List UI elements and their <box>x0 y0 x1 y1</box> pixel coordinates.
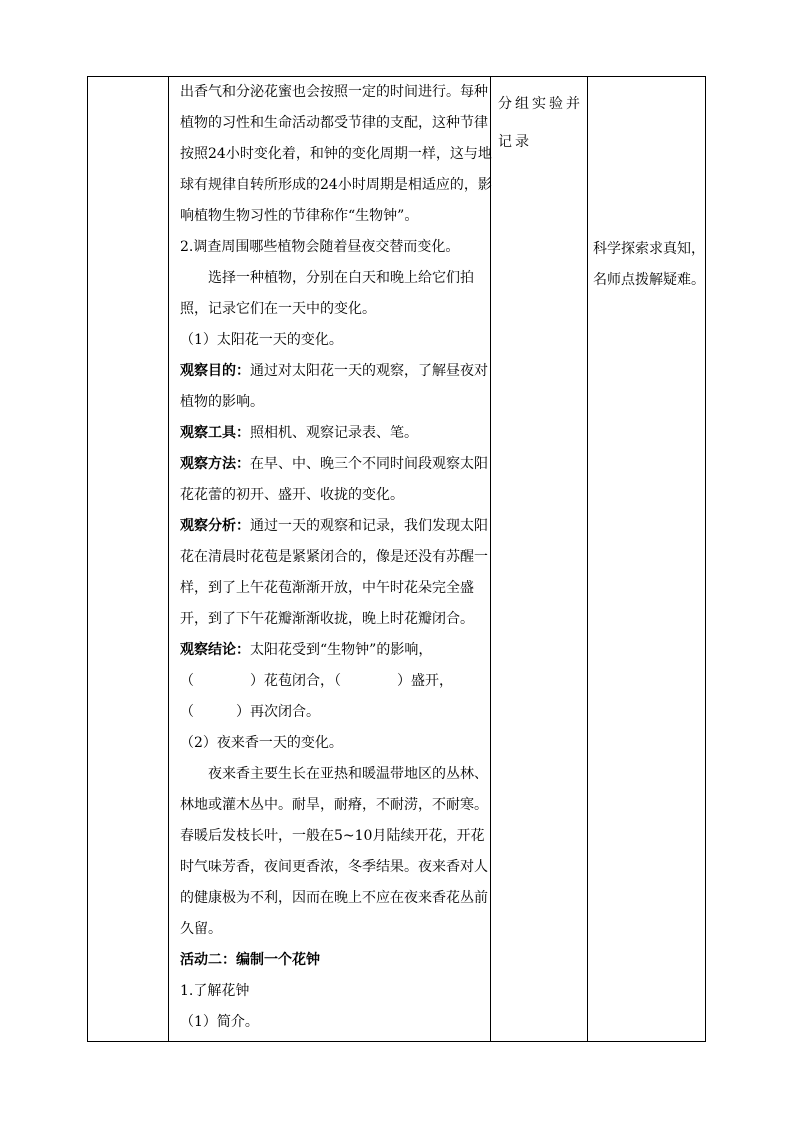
observation-purpose <box>180 356 498 418</box>
column-divider-1 <box>168 77 169 1041</box>
paragraph-biological-clock: 出香气和分泌花蜜也会按照一定的时间进行。每种植物的习性和生命活动都受节律的支配，这种节律按照24小时变化着，和钟的变化周期一样，这与地球有规律自转所形成的24小时周期是相适应的，影响植物生物习性的节律称作“生物钟”。 <box>180 84 492 224</box>
subheading-introduction: （1）简介。 <box>180 1014 259 1030</box>
column-divider-3 <box>587 77 588 1041</box>
method-text: 在早、中、晚三个不同时间段观察太阳花花蕾的初开、盛开、收拢的变化。 <box>180 456 488 503</box>
subheading-night-jasmine: （2）夜来香一天的变化。 <box>180 735 343 751</box>
item-1-flower-clock: 1.了解花钟 <box>180 983 250 999</box>
analysis-text: 通过一天的观察和记录，我们发现太阳花在清晨时花苞是紧紧闭合的，像是还没有苏醒一样，到了上午花苞渐渐开放，中午时花朵完全盛开，到了下午花瓣渐渐收拢，晚上时花瓣闭合。 <box>180 518 488 627</box>
activity-line-1: 分组实验并 <box>498 96 583 112</box>
purpose-text: 通过对太阳花一天的观察，了解昼夜对植物的影响。 <box>180 363 488 410</box>
teaching-process-cell <box>175 77 498 1038</box>
paragraph-intro: 选择一种植物，分别在白天和晚上给它们拍照，记录它们在一天中的变化。 <box>180 270 474 317</box>
activity-line-2: 记录 <box>498 134 532 150</box>
blank-line-2: （ ）再次闭合。 <box>180 704 320 720</box>
blank-line-1: （ ）花苞闭合，（ ）盛开， <box>180 673 453 689</box>
student-activity-cell <box>496 85 583 161</box>
paragraph-night-jasmine: 夜来香主要生长在亚热和暖温带地区的丛林、林地或灌木丛中。耐旱，耐瘠，不耐涝，不耐寒。春暖后发枝长叶，一般在5~10月陆续开花，开花时气味芳香，夜间更香浓，冬季结果。夜来香对人的健康极为不利，因而在晚上不应在夜来香花丛前久留。 <box>180 766 488 937</box>
design-intent-cell <box>593 234 709 296</box>
conclusion-text: 太阳花受到“生物钟”的影响， <box>250 642 433 658</box>
observation-method <box>180 449 498 511</box>
activity-2-heading: 活动二：编制一个花钟 <box>180 952 320 968</box>
lesson-table <box>87 76 706 1042</box>
subheading-sunflower: （1）太阳花一天的变化。 <box>180 332 343 348</box>
intent-line-1: 科学探索求真知， <box>593 241 705 257</box>
intent-line-2: 名师点拨解疑难。 <box>593 272 705 288</box>
analysis-label: 观察分析： <box>180 518 250 534</box>
conclusion-label: 观察结论： <box>180 642 250 658</box>
tools-label: 观察工具： <box>180 425 250 441</box>
tools-text: 照相机、观察记录表、笔。 <box>250 425 418 441</box>
observation-conclusion <box>180 635 498 666</box>
observation-analysis <box>180 511 498 635</box>
method-label: 观察方法： <box>180 456 250 472</box>
purpose-label: 观察目的： <box>180 363 250 379</box>
observation-tools <box>180 418 498 449</box>
item-2-survey: 2.调查周围哪些植物会随着昼夜交替而变化。 <box>180 239 460 255</box>
